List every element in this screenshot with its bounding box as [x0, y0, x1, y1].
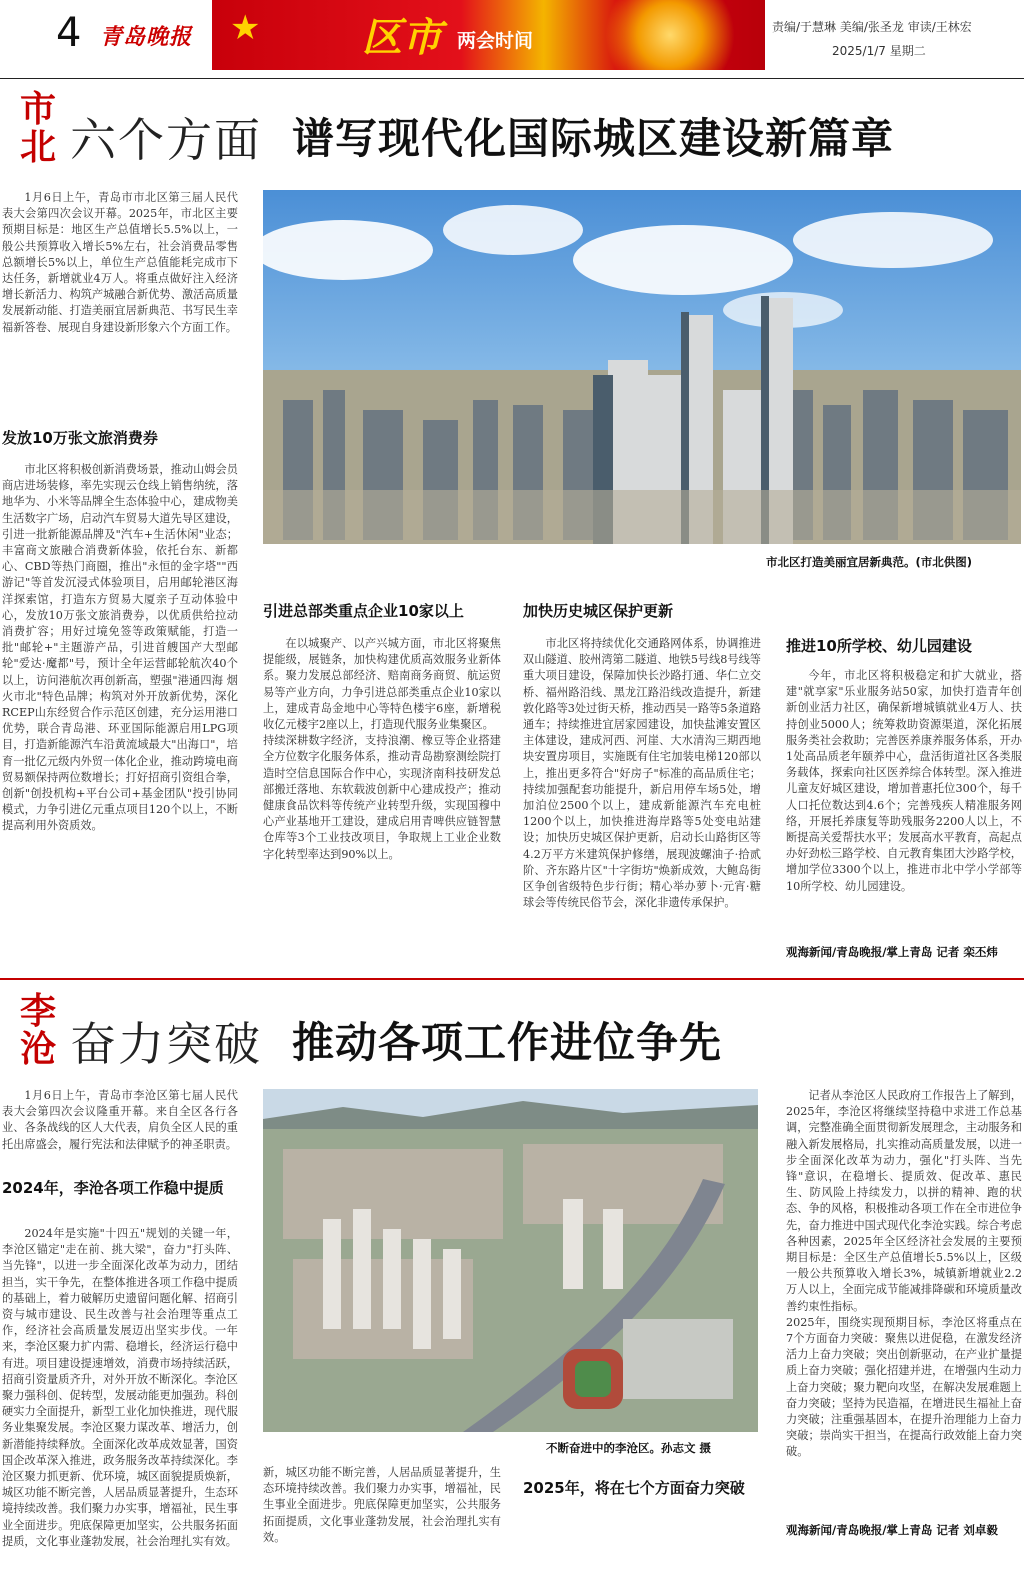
section-title: 推进10所学校、幼儿园建设 [786, 637, 972, 655]
section-text: 在以城聚产、以产兴城方面，市北区将聚焦提能级，展链条，加快构建优质高效服务业新体系。聚力发展总部经济、赔南商务商贸、航运贸易等产业方向，力争引进总部类重点企业10家以上，建成青岛金地中心等特色楼宇6座，新增税收亿元楼宇2座以上，打造现代服务业集聚区。 持续深耕数字经济，支持浪潮、橡豆等企业搭建全方位数字化服务体系，推动青岛勘察测绘院打造时空信息国际合作中心，实现济南科技研发总部搬迁落地、东软载波创新中心建成投产；推动健康食品饮料等传统产业转型升级，实现国穆中心产业基地开工建设，建成启用青啤供应链智慧仓库等3个工业技改项目，争取规上工业企业数字化转型率达到90%以上。 [263, 637, 501, 861]
lead-text: 1月6日上午，青岛市李沧区第七届人民代表大会第四次会议隆重开幕。来自全区各行各业、各条战线的区人大代表，肩负全区人民的重托出席盛会，履行宪法和法律赋予的神圣职责。 [2, 1089, 238, 1151]
article1-section4-body [786, 668, 1022, 936]
masthead-rule [0, 78, 1024, 79]
section-text-continued: 新，城区功能不断完善，人居品质显著提升，生态环境持续改善。我们聚力办实事，增福祉，民生事业全面进步。兜底保障更加坚实，公共服务拓面提质，文化事业蓬勃发展，社会治理扎实有效。 [263, 1466, 501, 1544]
section-text: 2024年是实施"十四五"规划的关键一年，李沧区锚定"走在前、挑大梁"，奋力"打头阵、当先锋"，以进一步全面深化改革为动力，团结担当，实干争先，在整体推进各项工作稳中提质的基础上，着力破解历史遗留问题化解、招商引资与城市建设、民生改善与社会治理等重点工作，经济社会高质量发展迈出坚实步伐。一年来，李沧区聚力扩内需、稳增长，经济运行稳中有进。项目建设提速增效，消费市场持续活跃，招商引资量质齐升，对外开放不断深化。李沧区聚力强科创、促转型，发展动能更加强劲。科创硬实力全面提升，新型工业化加快推进，现代服务业集聚发展。李沧区聚力谋改革、增活力，创新潜能持续释放。全面深化改革成效显著，国资国企改革深入推进，政务服务改革持续深化。李沧区聚力抓更新、优环境，城区面貌提质焕新，城区功能不断完善，人居品质显著提升，生态环境持续改善。我们聚力办实事，增福祉，民生事业全面进步。兜底保障更加坚实，公共服务拓面提质，文化事业蓬勃发展，社会治理扎实有效。 [2, 1227, 238, 1548]
article1-lead [2, 190, 238, 398]
article1-section1-body [2, 462, 238, 962]
paper-name-logo: 青岛晚报 [100, 24, 193, 50]
article1-section2 [263, 601, 501, 621]
section-title: 引进总部类重点企业10家以上 [263, 602, 464, 620]
star-icon: ★ [230, 8, 261, 48]
photo-caption: 不断奋进中的李沧区。孙志文 摄 [546, 1441, 712, 1455]
section-title: 发放10万张文旅消费券 [2, 429, 158, 447]
section-text: 市北区将持续优化交通路网体系，协调推进双山隧道、胶州湾第二隧道、地铁5号线8号线等重大项目建设，保障加快长沙路打通、华仁立交桥、福州路沿线、黑龙江路沿线改造提升，新建敦化路等3处过街天桥，推动西吴一路等5条道路通车；持续推进宜居家园建设，加快盐滩安置区主体建设，建成河西、河崖、大水清沟三期西地块安置房项目，实施既有住宅加装电梯120部以上，推出更多符合"好房子"标准的高品质住宅；持续加强配套功能提升，新启用停车场5处，增加泊位2500个以上，建成新能源汽车充电桩1200个以上，加快推进海岸路等5处变电站建设；加快历史城区保护更新，启动长山路街区等4.2万平方米建筑保护修缮，展现波螺油子·拾贰阶、齐东路片区"十字街坊"焕新成效，大鲍岛街区争创省级特色步行街；精心举办萝卜·元宵·糖球会等传统民俗节会，深化非遗传承保护。 [523, 637, 761, 910]
article1-section1 [2, 428, 238, 448]
section-title: 2025年，将在七个方面奋力突破 [523, 1479, 745, 1497]
article1-section3 [523, 601, 761, 621]
article2-byline: 观海新闻/青岛晚报/掌上青岛 记者 刘卓毅 [786, 1523, 998, 1537]
section-text: 今年，市北区将积极稳定和扩大就业，搭建"就享家"乐业服务站50家，加快打造青年创新创业活力社区，确保新增城镇就业4万人、扶持创业5000人；统筹救助资源渠道，深化拓展服务类社会救助；完善医养康养服务体系，开办1处高品质老年颐养中心，盘活街道社区各类服务载体，探索向社区医养综合体转型。深入推进儿童友好城区建设，增加普惠托位300个，每千人口托位数达到4.6个；完善残疾人精准服务网络，开展托养康复等助残服务2200人以上，不断提高关爱帮扶水平；发展高水平教育，高起点办好劲松三路学校、自元教育集团大沙路学校，增加学位3300个以上，推进市北中学小学部等10所学校、幼儿园建设。 [786, 669, 1022, 893]
section-banner [212, 0, 765, 70]
emblem-glow [605, 0, 735, 70]
headline-bold: 推动各项工作进位争先 [292, 1018, 723, 1067]
editor-credits: 责编/于慧琳 美编/张圣龙 审读/王林宏 [772, 20, 972, 34]
article2-col2-body [263, 1465, 501, 1565]
photo-caption: 市北区打造美丽宜居新典范。(市北供图) [766, 555, 973, 569]
section-title: 加快历史城区保护更新 [523, 602, 674, 620]
lead-text: 1月6日上午，青岛市市北区第三届人民代表大会第四次会议开幕。2025年，市北区主要预期目标是：地区生产总值增长5.5%以上，一般公共预算收入增长5%左右，社会消费品零售总额增长5%以上，单位生产总值能耗完成市下达任务，新增就业4万人。将重点做好注入经济增长新活力、构筑产城融合新优势、激活高质量发展新动能、打造美丽宜居新典范、书写民生幸福新答卷、展现自身建设新形象六个方面工作。 [2, 191, 238, 334]
issue-date: 2025/1/7 星期二 [832, 44, 926, 58]
article1-byline: 观海新闻/青岛晚报/掌上青岛 记者 栾丕炜 [786, 945, 998, 959]
section-title: 2024年，李沧各项工作稳中提质 [2, 1179, 224, 1197]
article1-section2-body [263, 636, 501, 966]
section-text: 记者从李沧区人民政府工作报告上了解到，2025年，李沧区将继续坚持稳中求进工作总基调，完整准确全面贯彻新发展理念，主动服务和融入新发展格局，扎实推动高质量发展，以进一步全面深化改革为动力，强化"打头阵、当先锋"意识，在稳增长、提质效、促改革、惠民生、防风险上持续发力，以拼的精神、跑的状态、争的风格，积极推动各项工作在全市进位争先，奋力推进中国式现代化李沧实践。综合考虑各种因素，2025年全区经济社会发展的主要预期目标是：全区生产总值增长5.5%以上，区级一般公共预算收入增长3%，城镇新增就业2.2万人以上，全面完成节能减排降碳和环境质量改善约束性指标。 2025年，围绕实现预期目标，李沧区将重点在7个方面奋力突破：聚焦以进促稳，在激发经济活力上奋力突破；突出创新驱动，在产业扩量提质上奋力突破；强化招建并进，在增强内生动力上奋力突破；聚力靶向攻坚，在解决发展难题上奋力突破；坚持为民造福，在增进民生福祉上奋力突破；注重强基固本，在提升治理能力上奋力突破；崇尚实干担当，在提高行政效能上奋力突破。 [786, 1089, 1022, 1459]
article2-lead [2, 1088, 238, 1174]
district-aerial-photo [263, 1089, 758, 1432]
article1-section4 [786, 636, 1022, 656]
article2-section1 [2, 1178, 238, 1198]
page-number: 4 [56, 10, 82, 56]
article-divider [0, 978, 1024, 980]
section-title: 区市 [362, 14, 442, 61]
headline-thin: 六个方面 [70, 113, 262, 167]
article2-section2 [523, 1478, 761, 1498]
city-skyline-photo [263, 190, 1021, 544]
article2-section2-body [786, 1088, 1022, 1516]
section-subtitle: 两会时间 [457, 30, 534, 52]
section-text: 市北区将积极创新消费场景，推动山姆会员商店进场装修，率先实现云仓线上销售纳统，落地华为、小米等品牌全生态体验中心，建成物美生活数字广场，启动汽车贸易大道先导区建设，引进一批新能源品牌及"汽车+生活休闲"业态；丰富商文旅融合消费新体验，依托台东、新都心、CBD等热门商圈，推出"永恒的金字塔""西游记"等首发沉浸式体验项目，启用邮轮港区海洋探索馆，打造东方贸易大厦亲子互动体验中心，发放10万张文旅消费券，以优质供给拉动消费扩容；用好过境免签等政策赋能，打造一批"邮轮+"主题游产品，引进首艘国产大型邮轮"爱达·魔都"号，预计全年运营邮轮航次40个以上，访问港航次再创新高，塑强"港通四海 烟火市北"特色品牌；构筑对外开放新优势，深化RCEP山东经贸合作示范区创建，充分运用港口优势，联合青岛港、环亚国际能源启用LPG项目，打造新能源汽车沿黄流域最大"出海口"，培育一批亿元级内外贸一体化企业，推动跨境电商贸易额保持两位数增长；打好招商引资组合拳，创新"创投机构+平台公司+基金团队"投引协同模式，力争引进亿元重点项目120个以上，不断提高利用外资质效。 [2, 463, 238, 833]
article1-section3-body [523, 636, 761, 966]
headline-bold: 谱写现代化国际城区建设新篇章 [292, 114, 895, 163]
article2-section1-body [2, 1226, 238, 1566]
district-label-licang: 李沧 [20, 990, 57, 1070]
headline-thin: 奋力突破 [70, 1017, 262, 1071]
district-label-shibei: 市北 [20, 88, 57, 168]
